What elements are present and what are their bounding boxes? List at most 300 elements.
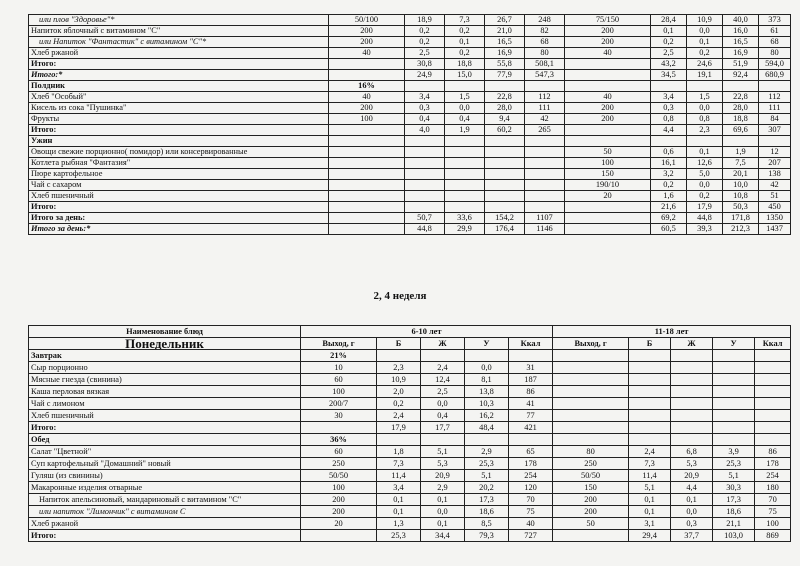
value-cell [565,59,651,70]
column-header: У [465,338,509,350]
value-cell: 0,4 [405,114,445,125]
value-cell: 1,5 [687,92,723,103]
value-cell: 0,1 [445,37,485,48]
value-cell: 21,6 [651,202,687,213]
column-header: Б [629,338,671,350]
value-cell: 7,5 [723,158,759,169]
value-cell [445,158,485,169]
value-cell: 17,9 [687,202,723,213]
value-cell: 92,4 [723,70,759,81]
value-cell: 154,2 [485,213,525,224]
value-cell [485,81,525,92]
value-cell: 5,1 [421,446,465,458]
value-cell: 5,1 [465,470,509,482]
value-cell [671,434,713,446]
value-cell: 120 [509,482,553,494]
value-cell: 80 [759,48,791,59]
value-cell: 421 [509,422,553,434]
value-cell: 10,3 [465,398,509,410]
value-cell: 60,5 [651,224,687,235]
value-cell: 50,3 [723,202,759,213]
value-cell [405,169,445,180]
table-row [29,103,791,114]
value-cell [629,422,671,434]
dish-name-cell: Мясные гнезда (свинина) [29,374,301,386]
value-cell [329,136,405,147]
value-cell [553,410,629,422]
value-cell [565,213,651,224]
value-cell: 16,0 [723,26,759,37]
value-cell: 200 [301,494,377,506]
table-row [29,70,791,81]
value-cell: 200 [565,37,651,48]
table-row [29,180,791,191]
table-row [29,15,791,26]
value-cell: 2,5 [405,48,445,59]
value-cell: 50/100 [329,15,405,26]
value-cell: 75 [509,506,553,518]
column-header: Ккал [755,338,791,350]
table-row [29,26,791,37]
value-cell: 25,3 [465,458,509,470]
value-cell: 727 [509,530,553,542]
value-cell: 34,5 [651,70,687,81]
table-row [29,147,791,158]
value-cell: 0,2 [651,37,687,48]
value-cell: 176,4 [485,224,525,235]
dish-name-cell: Каша перловая вязкая [29,386,301,398]
value-cell: 70 [755,494,791,506]
value-cell: 1350 [759,213,791,224]
value-cell: 10,0 [723,180,759,191]
value-cell [509,434,553,446]
value-cell: 29,9 [445,224,485,235]
value-cell: 40,0 [723,15,759,26]
value-cell [525,147,565,158]
value-cell: 77 [509,410,553,422]
value-cell [565,81,651,92]
value-cell: 0,2 [445,48,485,59]
header-group-6-10: 6-10 лет [301,326,553,338]
value-cell: 28,4 [651,15,687,26]
dish-name-cell: Итого:* [29,70,329,81]
value-cell [629,398,671,410]
value-cell: 18,8 [445,59,485,70]
value-cell: 0,1 [421,494,465,506]
value-cell [509,350,553,362]
column-header: Ккал [509,338,553,350]
value-cell [485,169,525,180]
value-cell [713,422,755,434]
value-cell: 3,4 [405,92,445,103]
column-header: Ж [421,338,465,350]
value-cell [565,70,651,81]
dish-name-cell: Макаронные изделия отварные [29,482,301,494]
value-cell: 50 [553,518,629,530]
table-row [29,458,791,470]
value-cell [525,191,565,202]
value-cell: 20,9 [671,470,713,482]
table-row [29,530,791,542]
value-cell: 3,2 [651,169,687,180]
dish-name-cell: Салат "Цветной" [29,446,301,458]
column-header: Ж [671,338,713,350]
dish-name-cell: Итого: [29,202,329,213]
value-cell: 33,6 [445,213,485,224]
value-cell: 4,4 [651,125,687,136]
value-cell: 69,2 [651,213,687,224]
value-cell: 1,5 [445,92,485,103]
value-cell: 77,9 [485,70,525,81]
value-cell: 150 [553,482,629,494]
value-cell [553,362,629,374]
value-cell: 42 [525,114,565,125]
value-cell: 61 [759,26,791,37]
value-cell [713,398,755,410]
value-cell: 4,0 [405,125,445,136]
value-cell [421,350,465,362]
value-cell: 8,1 [465,374,509,386]
value-cell: 0,1 [377,506,421,518]
value-cell [445,191,485,202]
value-cell: 13,8 [465,386,509,398]
value-cell: 25,3 [377,530,421,542]
value-cell: 20,1 [723,169,759,180]
table-row [29,470,791,482]
value-cell: 18,9 [405,15,445,26]
value-cell: 44,8 [405,224,445,235]
value-cell: 0,1 [421,518,465,530]
value-cell: 869 [755,530,791,542]
value-cell [553,422,629,434]
value-cell [671,350,713,362]
value-cell: 508,1 [525,59,565,70]
value-cell: 9,4 [485,114,525,125]
value-cell [301,422,377,434]
value-cell [329,147,405,158]
value-cell [329,202,405,213]
value-cell [755,350,791,362]
value-cell: 200/7 [301,398,377,410]
value-cell [525,202,565,213]
dish-name-cell: Полдник [29,81,329,92]
value-cell [565,136,651,147]
value-cell [629,410,671,422]
value-cell [671,410,713,422]
value-cell: 3,4 [651,92,687,103]
table-row [29,398,791,410]
value-cell: 248 [525,15,565,26]
dish-name-cell: Хлеб пшеничный [29,191,329,202]
value-cell: 34,4 [421,530,465,542]
value-cell [405,147,445,158]
value-cell [565,224,651,235]
dish-name-cell: Суп картофельный "Домашний" новый [29,458,301,470]
dish-name-cell: Итого за день: [29,213,329,224]
table-row [29,213,791,224]
value-cell: 5,0 [687,169,723,180]
value-cell [687,81,723,92]
value-cell: 0,2 [405,37,445,48]
dish-name-cell: Чай с лимоном [29,398,301,410]
value-cell: 190/10 [565,180,651,191]
value-cell: 40 [329,48,405,59]
value-cell: 187 [509,374,553,386]
value-cell: 7,3 [377,458,421,470]
value-cell [485,158,525,169]
value-cell: 0,1 [629,494,671,506]
value-cell [629,386,671,398]
value-cell: 0,4 [445,114,485,125]
value-cell: 0,0 [421,506,465,518]
value-cell [405,136,445,147]
value-cell: 111 [759,103,791,114]
value-cell: 0,1 [377,494,421,506]
value-cell: 7,3 [445,15,485,26]
table-row [29,482,791,494]
value-cell: 100 [301,386,377,398]
value-cell [553,350,629,362]
value-cell: 200 [329,26,405,37]
value-cell: 200 [329,37,405,48]
table-row [29,125,791,136]
value-cell [329,158,405,169]
value-cell: 18,8 [723,114,759,125]
value-cell: 17,7 [421,422,465,434]
value-cell: 20,2 [465,482,509,494]
value-cell: 21,0 [485,26,525,37]
value-cell: 373 [759,15,791,26]
value-cell [713,350,755,362]
dish-name-cell: Хлеб ржаной [29,518,301,530]
table-row [29,158,791,169]
value-cell: 50/50 [301,470,377,482]
value-cell: 10,9 [377,374,421,386]
value-cell [445,81,485,92]
value-cell: 0,0 [687,180,723,191]
value-cell: 100 [301,482,377,494]
value-cell: 307 [759,125,791,136]
value-cell [687,136,723,147]
dish-name-cell: Итого: [29,125,329,136]
value-cell: 44,8 [687,213,723,224]
value-cell: 51 [759,191,791,202]
value-cell: 37,7 [671,530,713,542]
value-cell [723,136,759,147]
dish-name-cell: Котлета рыбная "Фантазия" [29,158,329,169]
table-row [29,506,791,518]
value-cell: 19,1 [687,70,723,81]
table-row [29,136,791,147]
dish-name-cell: Кисель из сока "Пушинка" [29,103,329,114]
value-cell: 17,9 [377,422,421,434]
value-cell: 20,9 [421,470,465,482]
value-cell: 2,3 [687,125,723,136]
value-cell: 250 [553,458,629,470]
value-cell: 24,6 [687,59,723,70]
header-row-columns [29,338,791,350]
value-cell: 8,5 [465,518,509,530]
value-cell: 10,8 [723,191,759,202]
dish-name-cell: Хлеб "Особый" [29,92,329,103]
value-cell: 0,8 [651,114,687,125]
table-row [29,48,791,59]
value-cell: 0,1 [651,26,687,37]
value-cell: 2,4 [377,410,421,422]
value-cell: 200 [301,506,377,518]
value-cell [629,374,671,386]
value-cell: 21% [301,350,377,362]
value-cell: 1,6 [651,191,687,202]
value-cell [405,202,445,213]
value-cell: 68 [759,37,791,48]
value-cell [445,202,485,213]
value-cell: 10 [301,362,377,374]
table-row [29,422,791,434]
value-cell: 3,1 [629,518,671,530]
value-cell: 11,4 [629,470,671,482]
table-row [29,59,791,70]
value-cell [553,374,629,386]
value-cell [485,147,525,158]
dish-name-cell: или напиток "Лимончик" с витамином С [29,506,301,518]
value-cell: 100 [565,158,651,169]
value-cell [525,81,565,92]
value-cell: 79,3 [465,530,509,542]
value-cell [713,434,755,446]
dish-name-cell: Обед [29,434,301,446]
value-cell: 265 [525,125,565,136]
value-cell: 16,2 [465,410,509,422]
value-cell: 22,8 [485,92,525,103]
value-cell: 0,0 [445,103,485,114]
value-cell: 138 [759,169,791,180]
value-cell: 180 [755,482,791,494]
table-row [29,386,791,398]
value-cell: 29,4 [629,530,671,542]
dish-name-cell: Хлеб ржаной [29,48,329,59]
value-cell: 1,8 [377,446,421,458]
value-cell [485,191,525,202]
dish-name-cell: или Напиток "Фантастик" с витамином "С"* [29,37,329,48]
value-cell: 60 [301,446,377,458]
value-cell: 75 [755,506,791,518]
bottom-nutrition-table [28,325,791,542]
value-cell: 1437 [759,224,791,235]
value-cell: 0,3 [405,103,445,114]
value-cell: 20 [301,518,377,530]
value-cell [553,386,629,398]
dish-name-cell: Гуляш (из свинины) [29,470,301,482]
table-row [29,81,791,92]
value-cell: 0,2 [405,26,445,37]
value-cell: 17,3 [713,494,755,506]
table-row [29,446,791,458]
value-cell [553,530,629,542]
dish-name-cell: Чай с сахаром [29,180,329,191]
value-cell [485,180,525,191]
value-cell: 20 [565,191,651,202]
value-cell: 0,2 [445,26,485,37]
value-cell: 0,4 [421,410,465,422]
value-cell: 18,6 [713,506,755,518]
value-cell: 150 [565,169,651,180]
dish-name-cell: Итого: [29,59,329,70]
value-cell [723,81,759,92]
value-cell [445,136,485,147]
value-cell: 30 [301,410,377,422]
value-cell: 171,8 [723,213,759,224]
value-cell: 40 [329,92,405,103]
table-row [29,191,791,202]
dish-name-cell: Завтрак [29,350,301,362]
value-cell: 16,5 [723,37,759,48]
value-cell: 0,2 [377,398,421,410]
value-cell: 65 [509,446,553,458]
value-cell: 100 [329,114,405,125]
value-cell: 12,6 [687,158,723,169]
value-cell [553,398,629,410]
value-cell: 80 [525,48,565,59]
value-cell: 200 [565,103,651,114]
table-row [29,169,791,180]
value-cell: 0,3 [671,518,713,530]
value-cell [485,202,525,213]
value-cell [445,169,485,180]
dish-name-cell: или плов "Здоровье"* [29,15,329,26]
value-cell [671,374,713,386]
value-cell: 60,2 [485,125,525,136]
value-cell: 16% [329,81,405,92]
value-cell [671,398,713,410]
value-cell [713,374,755,386]
table-row [29,518,791,530]
value-cell: 2,9 [421,482,465,494]
value-cell: 200 [329,103,405,114]
value-cell [445,147,485,158]
value-cell [759,136,791,147]
value-cell: 16,9 [723,48,759,59]
value-cell: 12 [759,147,791,158]
value-cell: 1146 [525,224,565,235]
value-cell [421,434,465,446]
value-cell [755,386,791,398]
value-cell: 40 [565,48,651,59]
value-cell: 0,0 [465,362,509,374]
value-cell: 50 [565,147,651,158]
header-row-groups [29,326,791,338]
value-cell: 30,8 [405,59,445,70]
value-cell: 70 [509,494,553,506]
table-row [29,224,791,235]
value-cell: 1,9 [445,125,485,136]
value-cell [713,410,755,422]
value-cell [485,136,525,147]
value-cell: 51,9 [723,59,759,70]
value-cell [671,422,713,434]
value-cell: 450 [759,202,791,213]
value-cell: 112 [759,92,791,103]
value-cell: 5,1 [713,470,755,482]
value-cell [329,70,405,81]
value-cell: 18,6 [465,506,509,518]
value-cell [329,125,405,136]
value-cell: 4,4 [671,482,713,494]
value-cell: 31 [509,362,553,374]
value-cell: 55,8 [485,59,525,70]
value-cell [713,362,755,374]
value-cell [465,434,509,446]
